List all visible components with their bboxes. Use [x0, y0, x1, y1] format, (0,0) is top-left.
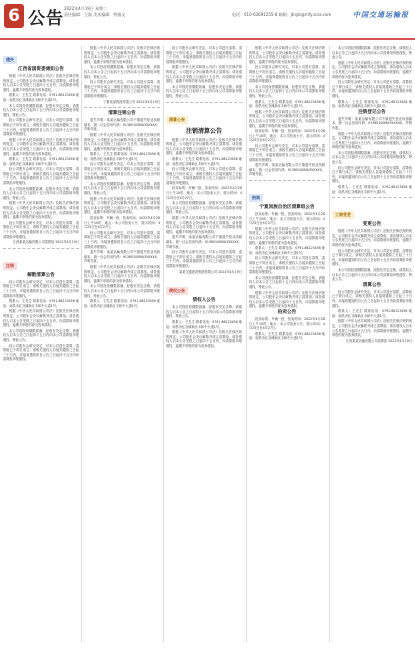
- article-title: 江西省国资委通知公告: [18, 67, 64, 72]
- article-title: 宁夏回族自治区清算组公告: [259, 205, 315, 211]
- article-body: 本公司因经营期限届满，经股东决定注销，请债权人自本公告之日起四十五日内向本公司清算组申报债权，特此公告。 根据《中华人民共和国公司法》及相关法律法规的规定，公司股东会决议解散并成立清算组。请各债权人自本公告见报之日起四十五日内，向清算组申报债权，逾期不申报的视为放弃债权。 经公司股东会研究决定，对本公司进行清算，清算组已于即日成立，请相关债权人自接到通知之日起三十日内，未接到通知的自公告之日起四十五日内向清算组申报债权。 联系人：王先生 联系电话：0791-86123456 地址：南昌市红谷滩新区丰和中大道1号。: [332, 46, 412, 109]
- label-cancel: 注销: [3, 262, 17, 270]
- column-divider: [329, 46, 330, 642]
- article-title: 债权人公告: [192, 298, 216, 304]
- article-title: 拍卖公告: [277, 309, 297, 315]
- article-body: 本公司因经营期限届满，经股东决定注销，请债权人自本公告之日起四十五日内向本公司清算组申报债权，特此公告。 联系人：王先生 联系电话：0791-86123456 地址：南昌市红谷滩新区丰和中大道1号。 根据《中华人民共和国公司法》及相关法律法规的规定，公司股东会决议解散并成立清算组。请各债权人自本公告见报之日起四十五日内，向清算组申报债权，逾期不申报的视为放弃债权。: [166, 305, 242, 348]
- label-notice: 遗失: [3, 56, 17, 64]
- divider: [332, 197, 412, 198]
- column-5: [332, 46, 412, 642]
- divider: [249, 180, 325, 181]
- article-title: 解散清算公告: [27, 272, 55, 278]
- article-body: 根据《中华人民共和国公司法》及相关法律法规的规定，公司股东会决议解散并成立清算组。请各债权人自本公告见报之日起四十五日内，向清算组申报债权，逾期不申报的视为放弃债权。 联系人：王先生 联系电话：0791-86123456 地址：南昌市红谷滩新区丰和中大道1号。 本公司因经营期限届满，经股东决定注销，请债权人自本公告之日起四十五日内向本公司清算组申报债权，特此公告。 经公司股东会研究决定，对本公司进行清算，清算组已于即日成立，请相关债权人自接到通知之日起三十日内，未接到通知的自公告之日起四十五日内向清算组申报债权。 根据《中华人民共和国公司法》及相关法律法规的规定，公司股东会决议解散并成立清算组。请各债权人自本公告见报之日起四十五日内，向清算组申报债权，逾期不申报的视为放弃债权。 联系人：王先生 联系电话：0791-86123456 地址：南昌市红谷滩新区丰和中大道1号。 经公司股东会研究决定，对本公司进行清算，清算组已于即日成立，请相关债权人自接到通知之日起三十日内，未接到通知的自公告之日起四十五日内向清算组申报债权。 本公司因经营期限届满，经股东决定注销，请债权人自本公告之日起四十五日内向本公司清算组申报债权，特此公告。 根据《中华人民共和国公司法》及相关法律法规的规定，公司股东会决议解散并成立清算组。请各债权人自本公告见报之日起四十五日内，向清算组申报债权，逾期不申报的视为放弃债权。 经公司股东会研究决定，对本公司进行清算，清算组已于即日成立，请相关债权人自接到通知之日起三十日内，未接到通知的自公告之日起四十五日内向清算组申报债权。: [3, 74, 79, 239]
- article-title: 变更公告: [362, 222, 382, 228]
- signature: 宁夏某某物流有限公司 2022年4月19日: [103, 99, 160, 104]
- article-body: 经公司股东会研究决定，对本公司进行清算，清算组已于即日成立，请相关债权人自接到通知之日起三十日内，未接到通知的自公告之日起四十五日内向清算组申报债权。 联系人：王先生 联系电话：0791-86123456 地址：南昌市红谷滩新区丰和中大道1号。 根据《中华人民共和国公司法》及相关法律法规的规定，公司股东会决议解散并成立清算组。请各债权人自本公告见报之日起四十五日内，向清算组申报债权，逾期不申报的视为放弃债权。: [332, 289, 412, 338]
- article-title: 清算公告: [362, 282, 382, 288]
- column-2: [84, 46, 160, 642]
- page-meta: [64, 6, 125, 18]
- article-body: 遗失声明：某某运输有限公司不慎遗失营业执照副本，统一社会信用代码：91360100MA35XXXX，声明作废。 根据《中华人民共和国公司法》及相关法律法规的规定，公司股东会决议解散并成立清算组。请各债权人自本公告见报之日起四十五日内，向清算组申报债权，逾期不申报的视为放弃债权。 本公司因经营期限届满，经股东决定注销，请债权人自本公告之日起四十五日内向本公司清算组申报债权，特此公告。 经公司股东会研究决定，对本公司进行清算，清算组已于即日成立，请相关债权人自接到通知之日起三十日内，未接到通知的自公告之日起四十五日内向清算组申报债权。 联系人：王先生 联系电话：0791-86123456 地址：南昌市红谷滩新区丰和中大道1号。: [332, 116, 412, 194]
- signature: 某某交通建设集团有限公司 2022年4月19日: [178, 269, 242, 274]
- label-industry: 工商变更: [332, 211, 354, 219]
- page-number: 6: [4, 4, 24, 28]
- column-4: [249, 46, 325, 642]
- page-header: [0, 0, 415, 40]
- divider: [166, 102, 242, 103]
- article-body: 拍卖标的：车辆一批，拍卖时间：2022年4月28日上午10时，地点：本公司拍卖大厅，展示时间：4月25日至4月27日。 根据《中华人民共和国公司法》及相关法律法规的规定，公司股东会决议解散并成立清算组。请各债权人自本公告见报之日起四十五日内，向清算组申报债权，逾期不申报的视为放弃债权。 联系人：王先生 联系电话：0791-86123456 地址：南昌市红谷滩新区丰和中大道1号。 经公司股东会研究决定，对本公司进行清算，清算组已于即日成立，请相关债权人自接到通知之日起三十日内，未接到通知的自公告之日起四十五日内向清算组申报债权。 本公司因经营期限届满，经股东决定注销，请债权人自本公告之日起四十五日内向本公司清算组申报债权，特此公告。 根据《中华人民共和国公司法》及相关法律法规的规定，公司股东会决议解散并成立清算组。请各债权人自本公告见报之日起四十五日内，向清算组申报债权，逾期不申报的视为放弃债权。: [249, 212, 325, 309]
- signature: 江西某某运输有限公司清算组 2022年4月19日: [345, 338, 412, 343]
- label-debt: 债权公告: [166, 287, 188, 295]
- signature: 江西某某运输有限公司清算组 2022年4月19日: [12, 240, 79, 245]
- column-1: [3, 46, 79, 642]
- article-title: 注销清算公告: [185, 127, 222, 135]
- contact-line: 电话：010-63691255-8 邮箱：jtnyb@rnfy.sina.com: [232, 12, 332, 17]
- article-body: 根据《中华人民共和国公司法》及相关法律法规的规定，公司股东会决议解散并成立清算组。请各债权人自本公告见报之日起四十五日内，向清算组申报债权，逾期不申报的视为放弃债权。 经公司股东会研究决定，对本公司进行清算，清算组已于即日成立，请相关债权人自接到通知之日起三十日内，未接到通知的自公告之日起四十五日内向清算组申报债权。 本公司因经营期限届满，经股东决定注销，请债权人自本公告之日起四十五日内向本公司清算组申报债权，特此公告。: [332, 229, 412, 282]
- article-title: 清算注销公告: [108, 111, 136, 117]
- article-body: 根据《中华人民共和国公司法》及相关法律法规的规定，公司股东会决议解散并成立清算组。请各债权人自本公告见报之日起四十五日内，向清算组申报债权，逾期不申报的视为放弃债权。 本公司因经营期限届满，经股东决定注销，请债权人自本公告之日起四十五日内向本公司清算组申报债权，特此公告。 经公司股东会研究决定，对本公司进行清算，清算组已于即日成立，请相关债权人自接到通知之日起三十日内，未接到通知的自公告之日起四十五日内向清算组申报债权。: [84, 46, 160, 98]
- article-body: 根据《中华人民共和国公司法》及相关法律法规的规定，公司股东会决议解散并成立清算组。请各债权人自本公告见报之日起四十五日内，向清算组申报债权，逾期不申报的视为放弃债权。 经公司股东会研究决定，对本公司进行清算，清算组已于即日成立，请相关债权人自接到通知之日起三十日内，未接到通知的自公告之日起四十五日内向清算组申报债权。 本公司因经营期限届满，经股东决定注销，请债权人自本公告之日起四十五日内向本公司清算组申报债权，特此公告。 联系人：王先生 联系电话：0791-86123456 地址：南昌市红谷滩新区丰和中大道1号。 根据《中华人民共和国公司法》及相关法律法规的规定，公司股东会决议解散并成立清算组。请各债权人自本公告见报之日起四十五日内，向清算组申报债权，逾期不申报的视为放弃债权。 拍卖标的：车辆一批，拍卖时间：2022年4月28日上午10时，地点：本公司拍卖大厅，展示时间：4月25日至4月27日。 经公司股东会研究决定，对本公司进行清算，清算组已于即日成立，请相关债权人自接到通知之日起三十日内，未接到通知的自公告之日起四十五日内向清算组申报债权。 遗失声明：某某运输有限公司不慎遗失营业执照副本，统一社会信用代码：91360100MA35XXXX，声明作废。: [249, 46, 325, 177]
- label-auction: 拍卖: [249, 194, 263, 202]
- article-body: 经公司股东会研究决定，对本公司进行清算，清算组已于即日成立，请相关债权人自接到通知之日起三十日内，未接到通知的自公告之日起四十五日内向清算组申报债权。 根据《中华人民共和国公司法》及相关法律法规的规定，公司股东会决议解散并成立清算组。请各债权人自本公告见报之日起四十五日内，向清算组申报债权，逾期不申报的视为放弃债权。 本公司因经营期限届满，经股东决定注销，请债权人自本公告之日起四十五日内向本公司清算组申报债权，特此公告。: [166, 46, 242, 98]
- label-liquidation: 清算公告: [166, 116, 188, 124]
- article-body: 遗失声明：某某运输有限公司不慎遗失营业执照副本，统一社会信用代码：91360100MA35XXXX，声明作废。 根据《中华人民共和国公司法》及相关法律法规的规定，公司股东会决议解散并成立清算组。请各债权人自本公告见报之日起四十五日内，向清算组申报债权，逾期不申报的视为放弃债权。 联系人：王先生 联系电话：0791-86123456 地址：南昌市红谷滩新区丰和中大道1号。 经公司股东会研究决定，对本公司进行清算，清算组已于即日成立，请相关债权人自接到通知之日起三十日内，未接到通知的自公告之日起四十五日内向清算组申报债权。 本公司因经营期限届满，经股东决定注销，请债权人自本公告之日起四十五日内向本公司清算组申报债权，特此公告。 根据《中华人民共和国公司法》及相关法律法规的规定，公司股东会决议解散并成立清算组。请各债权人自本公告见报之日起四十五日内，向清算组申报债权，逾期不申报的视为放弃债权。 拍卖标的：车辆一批，拍卖时间：2022年4月28日上午10时，地点：本公司拍卖大厅，展示时间：4月25日至4月27日。 经公司股东会研究决定，对本公司进行清算，清算组已于即日成立，请相关债权人自接到通知之日起三十日内，未接到通知的自公告之日起四十五日内向清算组申报债权。 遗失声明：某某运输有限公司不慎遗失营业执照副本，统一社会信用代码：91360100MA35XXXX，声明作废。 根据《中华人民共和国公司法》及相关法律法规的规定，公司股东会决议解散并成立清算组。请各债权人自本公告见报之日起四十五日内，向清算组申报债权，逾期不申报的视为放弃债权。 本公司因经营期限届满，经股东决定注销，请债权人自本公告之日起四十五日内向本公司清算组申报债权，特此公告。 联系人：王先生 联系电话：0791-86123456 地址：南昌市红谷滩新区丰和中大道1号。: [84, 118, 160, 308]
- section-title: 公告: [28, 9, 64, 29]
- column-divider: [81, 46, 82, 642]
- meta-editor: 责任编辑：王磊 美术编辑：曾雅文: [64, 12, 126, 17]
- article-body: 拍卖标的：车辆一批，拍卖时间：2022年4月28日上午10时，地点：本公司拍卖大厅，展示时间：4月25日至4月27日。 联系人：王先生 联系电话：0791-86123456 地址：南昌市红谷滩新区丰和中大道1号。: [249, 316, 325, 341]
- divider: [3, 248, 79, 249]
- article-body: 根据《中华人民共和国公司法》及相关法律法规的规定，公司股东会决议解散并成立清算组。请各债权人自本公告见报之日起四十五日内，向清算组申报债权，逾期不申报的视为放弃债权。 联系人：王先生 联系电话：0791-86123456 地址：南昌市红谷滩新区丰和中大道1号。 经公司股东会研究决定，对本公司进行清算，清算组已于即日成立，请相关债权人自接到通知之日起三十日内，未接到通知的自公告之日起四十五日内向清算组申报债权。 拍卖标的：车辆一批，拍卖时间：2022年4月28日上午10时，地点：本公司拍卖大厅，展示时间：4月25日至4月27日。 本公司因经营期限届满，经股东决定注销，请债权人自本公告之日起四十五日内向本公司清算组申报债权，特此公告。 根据《中华人民共和国公司法》及相关法律法规的规定，公司股东会决议解散并成立清算组。请各债权人自本公告见报之日起四十五日内，向清算组申报债权，逾期不申报的视为放弃债权。 遗失声明：某某运输有限公司不慎遗失营业执照副本，统一社会信用代码：91360100MA35XXXX，声明作废。 经公司股东会研究决定，对本公司进行清算，清算组已于即日成立，请相关债权人自接到通知之日起三十日内，未接到通知的自公告之日起四十五日内向清算组申报债权。: [166, 137, 242, 268]
- divider: [84, 107, 160, 108]
- column-divider: [246, 46, 247, 642]
- column-divider: [163, 46, 164, 642]
- masthead-logo: 中国交通运输报: [353, 10, 409, 19]
- meta-date: 2022年4月19日 星期二: [64, 6, 108, 11]
- article-title: 注销登记公告: [358, 109, 386, 115]
- article-body: 经公司股东会研究决定，对本公司进行清算，清算组已于即日成立，请相关债权人自接到通知之日起三十日内，未接到通知的自公告之日起四十五日内向清算组申报债权。 联系人：王先生 联系电话：0791-86123456 地址：南昌市红谷滩新区丰和中大道1号。 根据《中华人民共和国公司法》及相关法律法规的规定，公司股东会决议解散并成立清算组。请各债权人自本公告见报之日起四十五日内，向清算组申报债权，逾期不申报的视为放弃债权。 本公司因经营期限届满，经股东决定注销，请债权人自本公告之日起四十五日内向本公司清算组申报债权，特此公告。 经公司股东会研究决定，对本公司进行清算，清算组已于即日成立，请相关债权人自接到通知之日起三十日内，未接到通知的自公告之日起四十五日内向清算组申报债权。: [3, 279, 79, 362]
- column-3: [166, 46, 242, 642]
